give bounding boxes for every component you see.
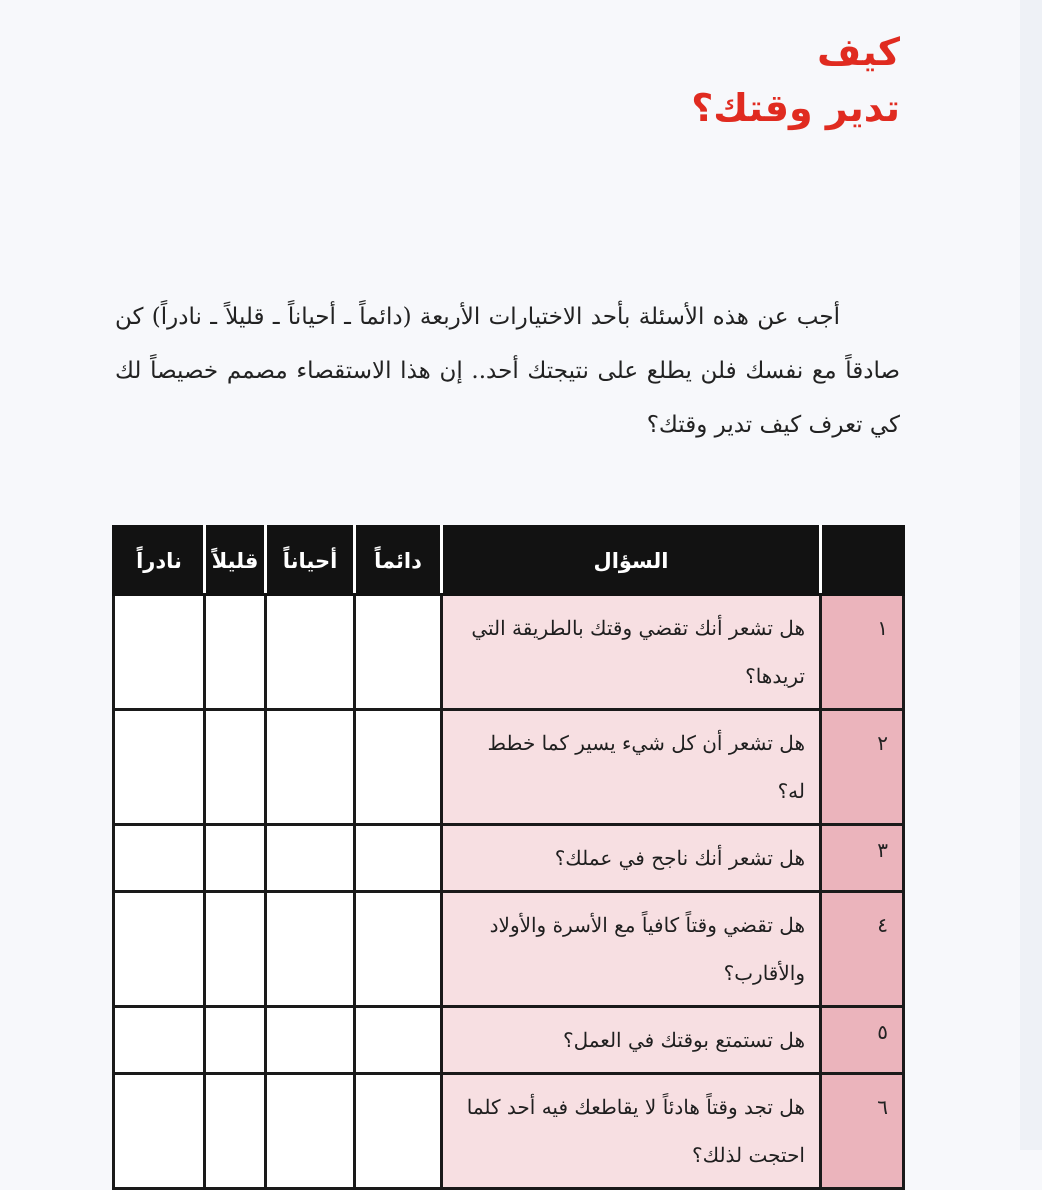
row-question: هل تستمتع بوقتك في العمل؟ (442, 1007, 821, 1074)
answer-cell-sometimes[interactable] (266, 892, 355, 1007)
answer-cell-rarely[interactable] (114, 1007, 205, 1074)
table-row (114, 710, 904, 825)
page-title (691, 24, 900, 136)
answer-cell-sometimes[interactable] (266, 1074, 355, 1189)
header-question: السؤال (442, 527, 821, 595)
page-edge-shade (1020, 0, 1042, 1150)
answer-cell-always[interactable] (355, 1007, 442, 1074)
row-question: هل تقضي وقتاً كافياً مع الأسرة والأولاد والأقارب؟ (442, 892, 821, 1007)
answer-cell-rarely[interactable] (114, 595, 205, 710)
table-row (114, 1074, 904, 1189)
title-line-2: تدير وقتك؟ (691, 86, 900, 130)
row-number: ٤ (821, 892, 904, 1007)
answer-cell-always[interactable] (355, 1074, 442, 1189)
header-always: دائماً (355, 527, 442, 595)
table-row (114, 825, 904, 892)
answer-cell-rarely[interactable] (114, 1074, 205, 1189)
answer-cell-always[interactable] (355, 892, 442, 1007)
answer-cell-always[interactable] (355, 710, 442, 825)
answer-cell-always[interactable] (355, 825, 442, 892)
row-question: هل تشعر أنك ناجح في عملك؟ (442, 825, 821, 892)
time-management-survey-table (112, 525, 905, 1190)
answer-cell-sometimes[interactable] (266, 710, 355, 825)
answer-cell-sometimes[interactable] (266, 595, 355, 710)
answer-cell-little[interactable] (205, 710, 266, 825)
answer-cell-always[interactable] (355, 595, 442, 710)
answer-cell-little[interactable] (205, 595, 266, 710)
row-number: ٢ (821, 710, 904, 825)
answer-cell-little[interactable] (205, 892, 266, 1007)
table-row (114, 892, 904, 1007)
table-row (114, 1007, 904, 1074)
row-number: ٥ (821, 1007, 904, 1074)
row-number: ١ (821, 595, 904, 710)
table-header-row (114, 527, 904, 595)
header-little: قليلاً (205, 527, 266, 595)
intro-paragraph: أجب عن هذه الأسئلة بأحد الاختيارات الأربعة (دائماً ـ أحياناً ـ قليلاً ـ نادراً) كن صادقاً مع نفسك فلن يطلع على نتيجتك أحد.. إن هذا الاستقصاء مصمم خصيصاً لك كي تعرف كيف تدير وقتك؟ (115, 304, 900, 438)
title-line-1: كيف (817, 30, 900, 74)
answer-cell-little[interactable] (205, 825, 266, 892)
row-question: هل تشعر أن كل شيء يسير كما خطط له؟ (442, 710, 821, 825)
row-number: ٣ (821, 825, 904, 892)
header-sometimes: أحياناً (266, 527, 355, 595)
row-question: هل تجد وقتاً هادئاً لا يقاطعك فيه أحد كلما احتجت لذلك؟ (442, 1074, 821, 1189)
table-row (114, 595, 904, 710)
answer-cell-little[interactable] (205, 1007, 266, 1074)
answer-cell-sometimes[interactable] (266, 1007, 355, 1074)
header-number (821, 527, 904, 595)
answer-cell-little[interactable] (205, 1074, 266, 1189)
row-question: هل تشعر أنك تقضي وقتك بالطريقة التي تريدها؟ (442, 595, 821, 710)
answer-cell-rarely[interactable] (114, 825, 205, 892)
row-number: ٦ (821, 1074, 904, 1189)
answer-cell-sometimes[interactable] (266, 825, 355, 892)
answer-cell-rarely[interactable] (114, 892, 205, 1007)
answer-cell-rarely[interactable] (114, 710, 205, 825)
header-rarely: نادراً (114, 527, 205, 595)
